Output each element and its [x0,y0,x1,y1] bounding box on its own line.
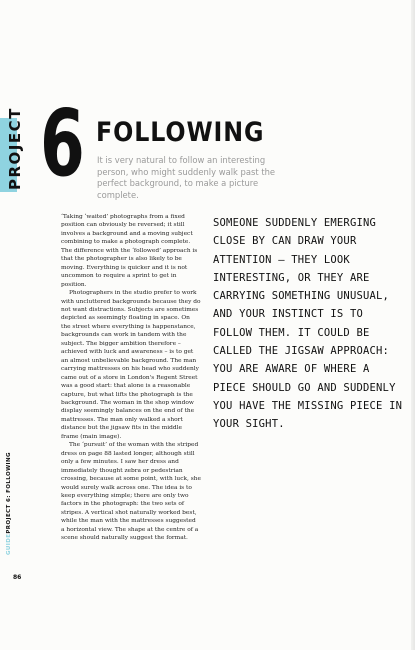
page-edge-shadow [411,0,415,650]
body-paragraph-3: The ‘pursuit’ of the woman with the striped dress on page 88 lasted longer, although still only a few minutes. I saw her dress and immediately thought zebra or pedestrian crossing, because at some point, with luck, she would surely walk across one. The idea is to keep everything simple; there are only two factors in the photograph: the two sets of stripes. A vertical shot naturally worked best, while the man with the mattresses suggested a horizontal view. The shape at the centre of a scene should naturally suggest the format. [61,442,201,542]
running-head [6,452,12,555]
chapter-intro: It is very natural to follow an interesting person, who might suddenly walk past the perfect background, to make a picture complete. [97,155,276,200]
body-paragraph-2: Photographers in the studio prefer to work with uncluttered backgrounds because they do not want distractions. Subjects are sometimes depicted as seemingly floating in space. On the street where everything is happenstance, backgrounds can work in tandem with the subject. The bigger ambition therefore – achieved with luck and awareness – is to get an almost unbelievable background. The man carrying mattresses on his head who suddenly came out of a store in London's Regent Street was a good start: that alone is a reasonable capture, but what lifts the photograph is the background. The woman in the shop window display seemingly balances on the end of the mattresses. The man only walked a short distance but the jigsaw fits in the middle frame (main image). [61,290,201,440]
body-paragraph-1: ‘Taking ‘waited’ photographs from a fixed position can obviously be reversed; it still involves a background and a moving subject combining to make a photograph complete. The difference with the ‘followed’ approach is that the photographer is also likely to be moving. Everything is quicker and it is not uncommon to require a sprint to get in position. [61,214,198,288]
running-head-guide: GUIDE [6,533,12,555]
page-number: 86 [13,574,22,581]
running-head-section: PROJECT 6: FOLLOWING [6,452,12,534]
pull-quote: SOMEONE SUDDENLY EMERGING CLOSE BY CAN DRAW YOUR ATTENTION – THEY LOOK INTERESTING, OR THEY ARE CARRYING SOMETHING UNUSUAL, AND YOUR INSTINCT IS TO FOLLOW THEM. IT COULD BE CALLED THE JIGSAW APPROACH: YOU ARE AWARE OF WHERE A PIECE SHOULD GO AND SUDDENLY YOU HAVE THE MISSING PIECE IN YOUR SIGHT. [213,217,403,431]
project-number: 6 [40,90,85,197]
chapter-title: FOLLOWING [96,117,265,148]
project-label: PROJECT [6,107,24,190]
body-text [61,213,201,543]
